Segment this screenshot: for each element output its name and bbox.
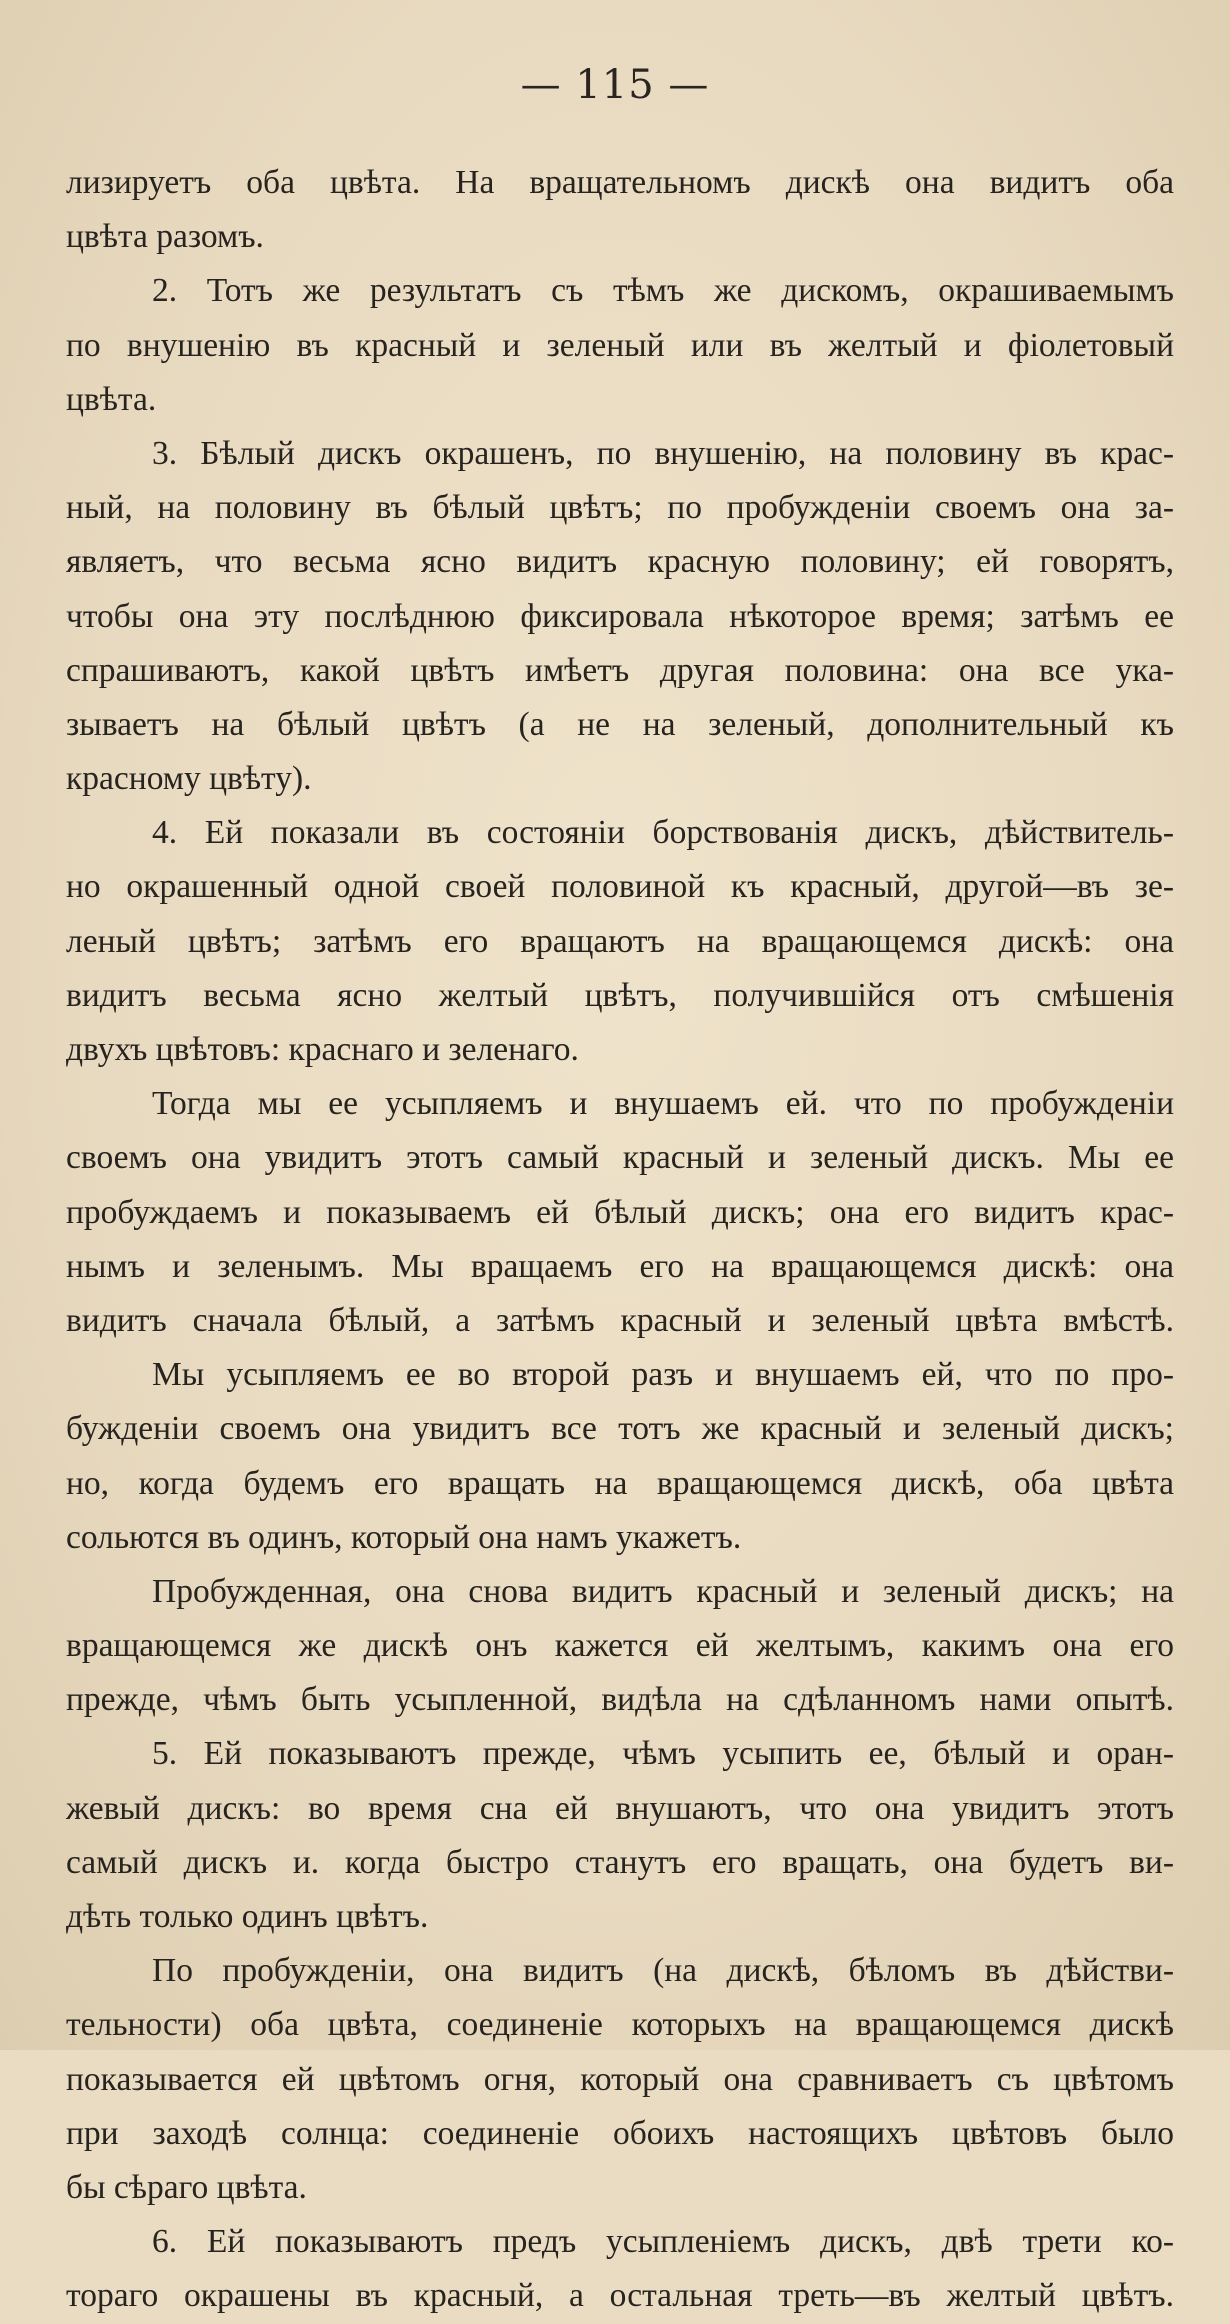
body-text bbox=[66, 156, 1174, 2324]
text-line: дѣть только одинъ цвѣтъ. bbox=[66, 1898, 429, 1935]
text-line: 6. Ей показываютъ предъ усыпленіемъ дискъ, двѣ трети ко- bbox=[152, 2223, 1174, 2261]
text-line: жевый дискъ: во время сна ей внушаютъ, что она увидитъ этотъ bbox=[66, 1789, 1174, 1827]
text-line: являетъ, что весьма ясно видитъ красную половину; ей говорятъ, bbox=[66, 543, 1174, 581]
text-line: тораго окрашены въ красный, а остальная треть—въ желтый цвѣтъ. bbox=[66, 2277, 1174, 2315]
text-line: лизируетъ оба цвѣта. На вращательномъ дискѣ она видитъ оба bbox=[66, 164, 1174, 201]
text-line: бужденіи своемъ она увидитъ все тотъ же красный и зеленый дискъ; bbox=[66, 1410, 1174, 1448]
text-line: вращающемся же дискѣ онъ кажется ей желтымъ, какимъ она его bbox=[66, 1627, 1174, 1665]
text-line: видитъ весьма ясно желтый цвѣтъ, получившійся отъ смѣшенія bbox=[66, 976, 1174, 1014]
text-line: но, когда будемъ его вращать на вращающемся дискѣ, оба цвѣта bbox=[66, 1464, 1174, 1502]
text-line: Мы усыпляемъ ее во второй разъ и внушаемъ ей, что по про- bbox=[152, 1356, 1174, 1394]
text-line: леный цвѣтъ; затѣмъ его вращаютъ на вращающемся дискѣ: она bbox=[66, 922, 1174, 960]
text-line: 3. Бѣлый дискъ окрашенъ, по внушенію, на половину въ крас- bbox=[152, 434, 1174, 472]
text-line: Тогда мы ее усыпляемъ и внушаемъ ей. что по пробужденіи bbox=[152, 1085, 1174, 1123]
text-line: пробуждаемъ и показываемъ ей бѣлый дискъ; она его видитъ крас- bbox=[66, 1193, 1174, 1231]
text-line: показывается ей цвѣтомъ огня, который она сравниваетъ съ цвѣтомъ bbox=[66, 2060, 1174, 2098]
text-line: 5. Ей показываютъ прежде, чѣмъ усыпить ее, бѣлый и оран- bbox=[152, 1735, 1174, 1773]
text-line: двухъ цвѣтовъ: краснаго и зеленаго. bbox=[66, 1031, 579, 1068]
page-number: — 115 — bbox=[520, 62, 710, 108]
text-line: 2. Тотъ же результатъ съ тѣмъ же дискомъ, окрашиваемымъ bbox=[152, 272, 1174, 310]
text-line: нымъ и зеленымъ. Мы вращаемъ его на вращающемся дискѣ: она bbox=[66, 1247, 1174, 1285]
text-line: ный, на половину въ бѣлый цвѣтъ; по пробужденіи своемъ она за- bbox=[66, 489, 1174, 527]
text-line: цвѣта разомъ. bbox=[66, 218, 264, 256]
text-line: чтобы она эту послѣднюю фиксировала нѣкоторое время; затѣмъ ее bbox=[66, 597, 1174, 635]
text-line: но окрашенный одной своей половиной къ красный, другой—въ зе- bbox=[66, 868, 1174, 906]
text-line: при заходѣ солнца: соединеніе обоихъ настоящихъ цвѣтовъ было bbox=[66, 2114, 1174, 2152]
text-line: тельности) оба цвѣта, соединеніе которыхъ на вращающемся дискѣ bbox=[66, 2006, 1174, 2044]
text-line: зываетъ на бѣлый цвѣтъ (а не на зеленый, дополнительный къ bbox=[66, 705, 1174, 743]
text-line: 4. Ей показали въ состояніи борствованія дискъ, дѣйствитель- bbox=[152, 814, 1174, 852]
text-line: своемъ она увидитъ этотъ самый красный и зеленый дискъ. Мы ее bbox=[66, 1139, 1174, 1177]
text-line: бы сѣраго цвѣта. bbox=[66, 2168, 307, 2206]
text-line: По пробужденіи, она видитъ (на дискѣ, бѣломъ въ дѣйстви- bbox=[152, 1952, 1174, 1990]
text-line: спрашиваютъ, какой цвѣтъ имѣетъ другая половина: она все ука- bbox=[66, 651, 1174, 689]
text-line: самый дискъ и. когда быстро станутъ его вращать, она будетъ ви- bbox=[66, 1843, 1174, 1881]
text-line: Пробужденная, она снова видитъ красный и зеленый дискъ; на bbox=[152, 1572, 1174, 1610]
text-line: сольются въ одинъ, который она намъ укажетъ. bbox=[66, 1518, 742, 1556]
text-line: прежде, чѣмъ быть усыпленной, видѣла на сдѣланномъ нами опытѣ. bbox=[66, 1681, 1174, 1719]
text-line: красному цвѣту). bbox=[66, 760, 312, 798]
text-line: цвѣта. bbox=[66, 380, 157, 418]
text-line: по внушенію въ красный и зеленый или въ желтый и фіолетовый bbox=[66, 326, 1174, 364]
text-line: видитъ сначала бѣлый, а затѣмъ красный и зеленый цвѣта вмѣстѣ. bbox=[66, 1301, 1174, 1339]
